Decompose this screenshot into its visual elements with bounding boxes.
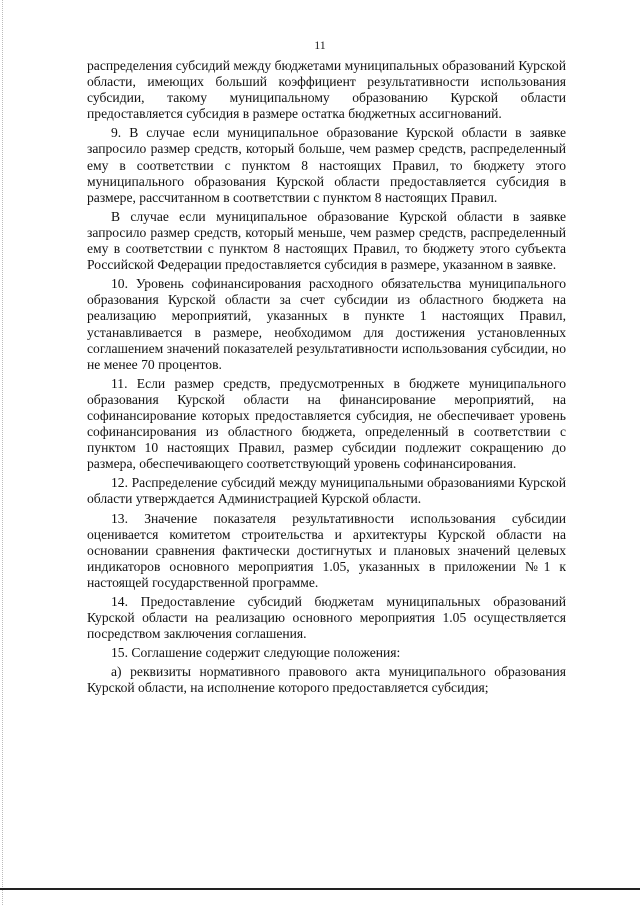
paragraph-14: 14. Предоставление субсидий бюджетам муниципальных образований Курской области на реализацию основного мероприятия 1.05 осуществляется посредством заключения соглашения.: [87, 594, 566, 642]
paragraph-10: 10. Уровень софинансирования расходного обязательства муниципального образования Курской области за счет субсидии из областного бюджета на реализацию мероприятий, указанных в пункте 1 настоящих Правил, устанавливается в размере, необходимом для достижения установленных соглашением значений показателей результативности использования субсидии, но не менее 70 процентов.: [87, 276, 566, 372]
paragraph-9-note: В случае если муниципальное образование Курской области в заявке запросило размер средств, который меньше, чем размер средств, распределенный ему в соответствии с пунктом 8 настоящих Правил, то бюджету этого субъекта Российской Федерации предоставляется субсидия в размере, указанном в заявке.: [87, 208, 566, 273]
paragraph-15-a: а) реквизиты нормативного правового акта муниципального образования Курской области, на исполнение которого предоставляется субсидия;: [87, 664, 566, 696]
paragraph-11: 11. Если размер средств, предусмотренных в бюджете муниципального образования Курской области на финансирование мероприятий, на софинансирование которых предоставляется субсидия, не обеспечивает уровень софинансирования из областного бюджета, определенный в соответствии с пунктом 10 настоящих Правил, размер субсидии подлежит сокращению до размера, обеспечивающего соответствующий уровень софинансирования.: [87, 375, 566, 472]
page-number: 11: [314, 38, 326, 52]
scan-edge-dots: [2, 0, 4, 905]
document-body: [87, 58, 566, 700]
paragraph-15: 15. Соглашение содержит следующие положения:: [111, 645, 401, 661]
paragraph-12: 12. Распределение субсидий между муниципальными образованиями Курской области утверждается Администрацией Курской области.: [87, 475, 566, 507]
paragraph-13: 13. Значение показателя результативности использования субсидии оценивается комитетом строительства и архитектуры Курской области на основании сравнения фактически достигнутых и плановых значений целевых индикаторов основного мероприятия 1.05, указанных в приложении №1 к настоящей государственной программе.: [87, 510, 566, 590]
paragraph-9: 9. В случае если муниципальное образование Курской области в заявке запросило размер средств, который больше, чем размер средств, распределенный ему в соответствии с пунктом 8 настоящих Правил, то бюджету этого муниципального образования Курской области предоставляется субсидия в размере, рассчитанном в соответствии с пунктом 8 настоящих Правил.: [87, 125, 566, 205]
page-bottom-rule: [0, 888, 640, 890]
paragraph-continuation: распределения субсидий между бюджетами муниципальных образований Курской области, имеющих больший коэффициент результативности использования субсидии, такому муниципальному образованию Курской области предоставляется субсидия в размере остатка бюджетных ассигнований.: [87, 58, 566, 122]
